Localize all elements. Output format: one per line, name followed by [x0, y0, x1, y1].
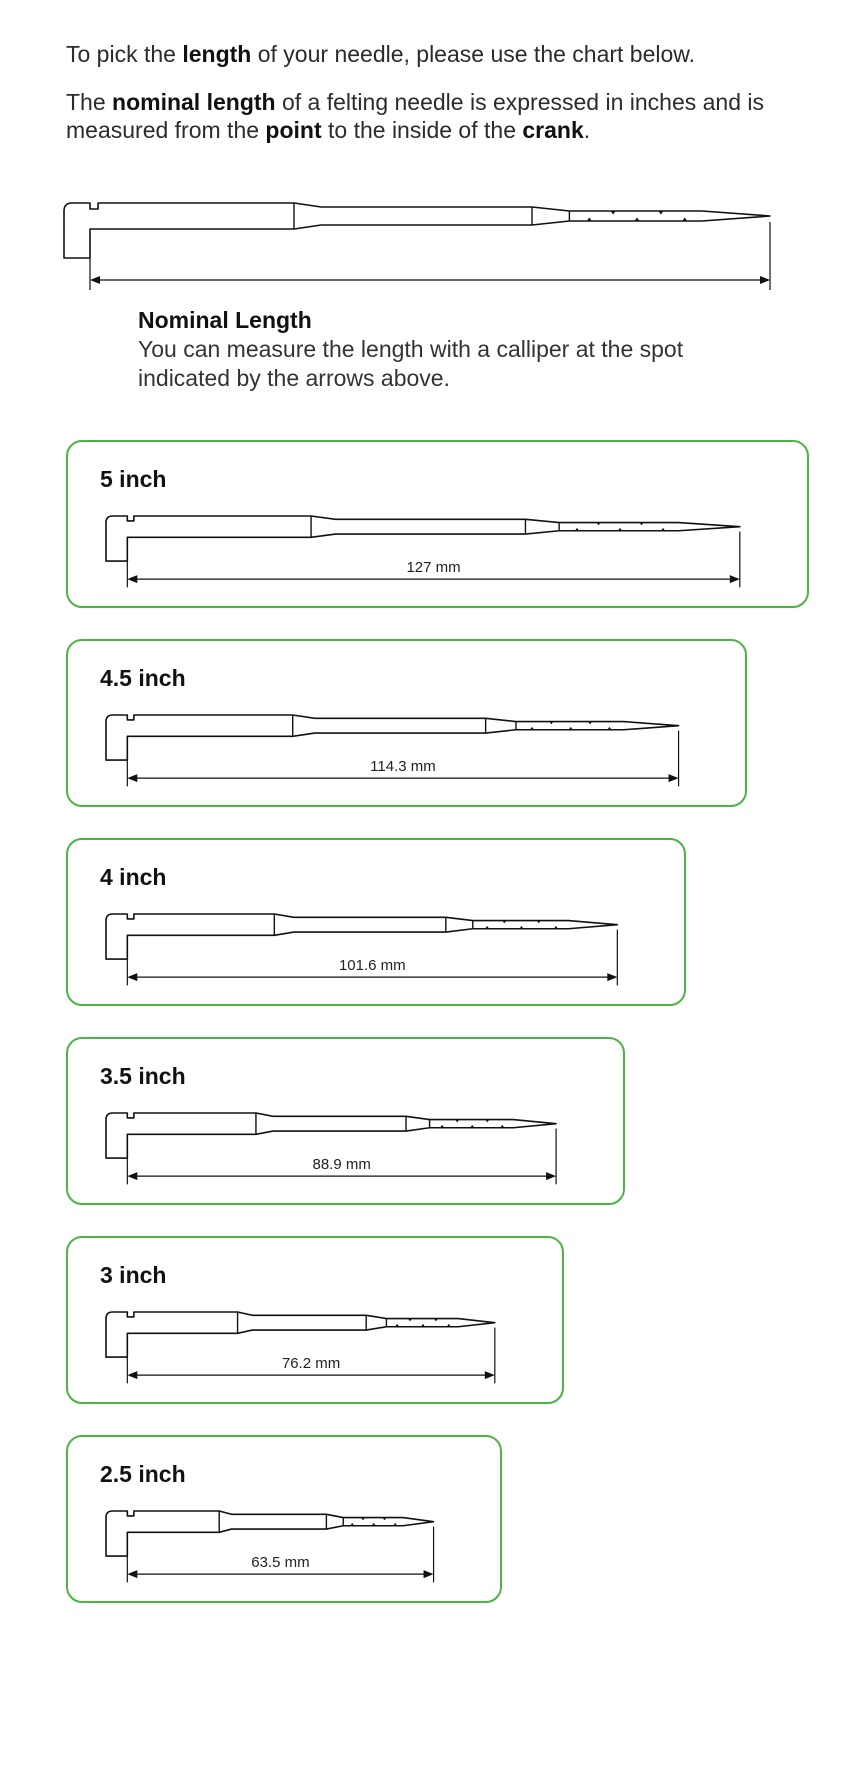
needle-barb: [587, 218, 592, 222]
needle-barb: [549, 722, 553, 725]
needle-diagram: [68, 641, 749, 805]
intro-text-segment: To pick the: [66, 41, 183, 67]
needle-barb: [382, 1518, 386, 1521]
needle-barb: [393, 1523, 397, 1526]
main-needle-diagram: [60, 195, 800, 305]
nominal-length-caption: [138, 305, 738, 393]
needle-illustration: [106, 715, 679, 786]
intro-text-segment: .: [583, 117, 591, 143]
measure-arrow-right: [669, 774, 679, 782]
intro-text-segment: The: [66, 89, 113, 115]
needle-barb: [361, 1518, 365, 1521]
measure-arrow-right: [485, 1371, 495, 1379]
needle-barb: [530, 727, 534, 730]
intro-paragraph-2: [66, 88, 806, 144]
intro-bold-length: length: [182, 41, 252, 67]
card-title: 4.5 inch: [100, 665, 186, 691]
needle-card-5-inch: [66, 440, 809, 608]
measure-arrow-left: [90, 276, 100, 284]
needle-barb: [502, 921, 506, 924]
card-title: 3.5 inch: [100, 1063, 186, 1089]
needle-barb: [470, 1125, 474, 1128]
needle-barb: [434, 1319, 438, 1322]
measure-arrow-right: [424, 1570, 434, 1578]
needle-barb: [658, 211, 663, 215]
needle-outline: [106, 516, 740, 561]
needle-barb: [639, 523, 643, 526]
intro-text-segment: to the inside of the: [321, 117, 523, 143]
measure-arrow-left: [127, 1570, 137, 1578]
measure-arrow-left: [127, 575, 137, 583]
measure-arrow-left: [127, 973, 137, 981]
card-title: 3 inch: [100, 1262, 167, 1288]
intro-bold-crank: crank: [522, 117, 584, 143]
needle-card-3-5-inch: [66, 1037, 625, 1205]
intro-paragraph-1: [66, 40, 806, 68]
needle-barb: [554, 926, 558, 929]
intro-text: [66, 40, 806, 144]
needle-barb: [500, 1125, 504, 1128]
needle-barb: [537, 921, 541, 924]
intro-text-segment: of a felting needle is expressed in inches and is measured from the: [66, 89, 765, 143]
needle-outline: [106, 715, 679, 760]
mm-label: 101.6 mm: [338, 957, 406, 975]
needle-illustration: [64, 203, 770, 290]
needle-barb: [440, 1125, 444, 1128]
needle-card-3-inch: [66, 1236, 564, 1404]
needle-diagram: [68, 1437, 504, 1601]
needle-barb: [569, 727, 573, 730]
needle-barb: [519, 926, 523, 929]
measure-arrow-left: [127, 1172, 137, 1180]
measure-arrow-right: [607, 973, 617, 981]
needle-outline: [106, 914, 617, 959]
needle-barb: [485, 926, 489, 929]
needle-barb: [575, 528, 579, 531]
card-title: 5 inch: [100, 466, 167, 492]
needle-barb: [485, 1120, 489, 1123]
needle-illustration: [106, 1113, 556, 1184]
mm-label: 76.2 mm: [281, 1355, 341, 1373]
needle-barb: [661, 528, 665, 531]
measure-arrow-right: [546, 1172, 556, 1180]
needle-card-2-5-inch: [66, 1435, 502, 1603]
intro-text-segment: of your needle, please use the chart below.: [251, 41, 696, 67]
needle-barb: [618, 528, 622, 531]
intro-bold-nominal-length: nominal length: [112, 89, 276, 115]
nominal-length-description: You can measure the length with a calliper at the spot indicated by the arrows above.: [138, 336, 684, 391]
needle-barb: [421, 1324, 425, 1327]
needle-card-4-5-inch: [66, 639, 747, 807]
needle-barb: [395, 1324, 399, 1327]
measure-arrow-left: [127, 774, 137, 782]
measure-arrow-right: [760, 276, 770, 284]
intro-bold-point: point: [265, 117, 322, 143]
mm-label: 127 mm: [406, 559, 461, 577]
needle-diagram: [68, 840, 688, 1004]
needle-card-4-inch: [66, 838, 686, 1006]
needle-barb: [635, 218, 640, 222]
measure-arrow-left: [127, 1371, 137, 1379]
needle-outline: [64, 203, 770, 258]
needle-barb: [350, 1523, 354, 1526]
needle-diagram: [68, 442, 811, 606]
needle-barb: [372, 1523, 376, 1526]
needle-diagram: [68, 1238, 566, 1402]
needle-illustration: [106, 914, 617, 985]
needle-diagram: [68, 1039, 627, 1203]
needle-barb: [588, 722, 592, 725]
needle-barb: [455, 1120, 459, 1123]
needle-illustration: [106, 1511, 434, 1582]
measure-arrow-right: [730, 575, 740, 583]
needle-barb: [408, 1319, 412, 1322]
mm-label: 114.3 mm: [370, 758, 436, 776]
mm-label: 63.5 mm: [251, 1554, 310, 1572]
needle-barb: [447, 1324, 451, 1327]
card-title: 2.5 inch: [100, 1461, 186, 1487]
mm-label: 88.9 mm: [312, 1156, 371, 1174]
card-title: 4 inch: [100, 864, 167, 890]
nominal-length-title: Nominal Length: [138, 307, 312, 333]
needle-illustration: [106, 1312, 495, 1383]
needle-illustration: [106, 516, 740, 587]
needle-barb: [611, 211, 616, 215]
needle-barb: [682, 218, 687, 222]
needle-barb: [607, 727, 611, 730]
needle-barb: [596, 523, 600, 526]
